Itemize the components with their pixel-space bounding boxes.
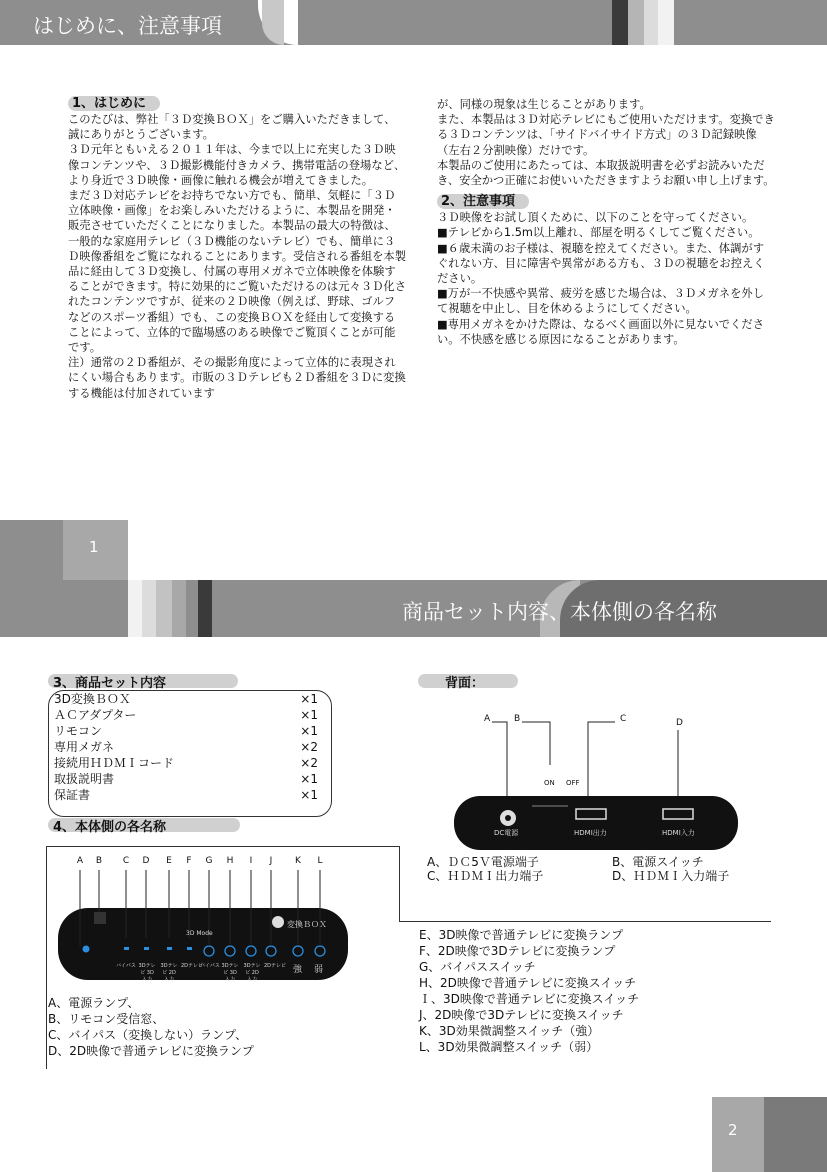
list-item: リモコン ×1: [54, 724, 318, 738]
front-letters: [0, 856, 400, 870]
paragraph: 注）通常の２Ｄ番組が、その撮影角度によって立体的に表現されにくい場合もあります。市販の３Ｄテレビも２Ｄ番組を３Ｄに変換する機能は付加されています: [68, 356, 406, 400]
header-stripe-2: [628, 0, 644, 45]
section2-pill: 2、注意事項: [437, 194, 529, 209]
front-letter-k: K: [295, 856, 301, 866]
left-column: [68, 92, 406, 401]
front-letter-c: C: [122, 856, 130, 866]
front-letter-d: D: [142, 856, 150, 866]
front-label: 2Dテレビ: [264, 963, 286, 969]
list-item: 保証書 ×1: [54, 788, 318, 802]
back-letter-a: A: [484, 714, 491, 724]
front-desc-g: G、バイパススイッチ: [419, 960, 536, 974]
back-letter-c: C: [620, 714, 627, 724]
leader-line-a: [492, 722, 507, 800]
front-letter-e: E: [166, 856, 172, 866]
lamp-f: [187, 947, 192, 950]
page2-number-box: [712, 1097, 764, 1172]
front-label: 3Dテレビ 3D入力: [221, 963, 239, 983]
front-label: 3Dテレビ 2D入力: [160, 963, 178, 983]
paragraph: また、本製品は３Ｄ対応テレビにもご使用いただけます。変換できる３Ｄコンテンツは、「サイドバイサイド方式」の３Ｄ記録映像（左右２分割映像）だけです。: [437, 113, 775, 157]
list-item: ＡＣアダプター ×1: [54, 708, 318, 722]
front-desc-i: Ｉ、3D映像で普通テレビに変換スイッチ: [419, 992, 640, 1006]
back-desc-c: C、ＨＤＭＩ出力端子: [427, 869, 544, 883]
back-descriptions: [427, 855, 767, 883]
paragraph: ■万が一不快感や異常、疲労を感じた場合は、３Ｄメガネを外して視聴を中止し、目を休めるようにしてください。: [437, 287, 764, 316]
front-letter-b: B: [95, 856, 103, 866]
right-column: [437, 97, 775, 347]
back-letter-b: B: [514, 714, 521, 724]
front-letter-f: F: [186, 856, 192, 866]
hdmi-in-label: HDMI入力: [662, 829, 695, 837]
page1-header-title: はじめに、注意事項: [33, 14, 222, 38]
p2-stripe-2: [142, 580, 156, 637]
front-label: 強: [293, 965, 303, 975]
lamp-c: [124, 947, 129, 950]
page2-header-title: 商品セット内容、本体側の各名称: [402, 600, 717, 624]
front-desc-l: L、3D効果微調整スイッチ（弱）: [419, 1040, 599, 1054]
section2-body: [437, 210, 775, 347]
front-desc-a: A、電源ランプ、: [48, 996, 140, 1010]
paragraph: まだ３Ｄ対応テレビをお持ちでない方でも、簡単、気軽に「３Ｄ立体映像・画像」をお楽しみいただけるように、本製品を開発・販売させていただくことになりました。本製品の最大の特徴は、一般的な家庭用テレビ（３Ｄ機能のないテレビ）でも、簡単に３Ｄ映像番組をご覧になれることにあります。受信される番組を本製品に経由して３Ｄ変換し、付属の専用メガネで立体映像を体験することができます。特に効果的にご覧いただけるのは元々３Ｄ化されたコンテンツですが、従来の２Ｄ映像（例えば、野球、ゴルフなどのスポーツ番組）でも、この変換ＢＯＸを経由して変換することによって、立体的で臨場感のある映像でご覧頂くことが可能です。: [68, 189, 407, 355]
switch-on-label: ON: [544, 779, 555, 787]
paragraph: ３Ｄ映像をお試し頂くために、以下のことを守ってください。: [437, 211, 754, 225]
section1-pill: 1、はじめに: [68, 96, 160, 111]
front-letter-i: I: [249, 856, 253, 866]
front-label: 2Dテレビ: [181, 963, 203, 969]
p2-stripe-5: [198, 580, 212, 637]
section1-body: [68, 112, 406, 401]
paragraph: ■専用メガネをかけた際は、なるべく画面以外に見ないでください。不快感を感じる原因になることがあります。: [437, 317, 764, 346]
front-letter-l: L: [317, 856, 323, 866]
lamp-e: [167, 947, 172, 950]
header-stripe-4: [658, 0, 674, 45]
p2-stripe-1: [128, 580, 142, 637]
header-stripe-3: [644, 0, 658, 45]
front-label: バイパス: [116, 963, 136, 969]
front-label: 弱: [314, 965, 324, 975]
front-letter-a: A: [76, 856, 84, 866]
paragraph: このたびは、弊社「３Ｄ変換ＢＯＸ」をご購入いただきまして、誠にありがとうございます。: [68, 113, 396, 142]
ir-window: [94, 912, 106, 924]
front-letter-h: H: [226, 856, 234, 866]
list-item: 取扱説明書 ×1: [54, 772, 318, 786]
hdmi-out-label: HDMI出力: [574, 829, 607, 837]
power-lamp: [83, 946, 90, 953]
dc-power-label: DC電源: [494, 829, 519, 837]
page2-number: 2: [728, 1121, 738, 1139]
paragraph: ３Ｄ元年ともいえる２０１１年は、今まで以上に充実した３Ｄ映像コンテンツや、３Ｄ撮影機能付きカメラ、携帯電話の登場など、より身近で３Ｄ映像・画像に触れる機会が増えてきました。: [68, 143, 406, 187]
header-stripe-1: [612, 0, 628, 45]
paragraph: ■６歳未満のお子様は、視聴を控えてください。また、体調がすぐれない方、目に障害や異常がある方も、３Ｄの視聴をお控えください。: [437, 241, 765, 286]
paragraph: が、同様の現象は生じることがあります。: [437, 98, 651, 111]
names-heading: 4、本体側の各名称: [53, 820, 167, 835]
back-desc-b: B、電源スイッチ: [612, 855, 704, 869]
back-heading: 背面：: [445, 676, 485, 691]
page1-number: 1: [89, 538, 99, 556]
page2-number-box-dark: [764, 1097, 827, 1172]
front-label: バイパス: [200, 963, 220, 969]
switch-off-label: OFF: [566, 779, 580, 787]
brand-logo: [272, 916, 284, 928]
paragraph: ■テレビから1.5m以上離れ、部屋を明るくしてご覧ください。: [437, 226, 760, 240]
front-diagram-frame-mid: [399, 921, 771, 922]
front-desc-e: E、3D映像で普通テレビに変換ランプ: [419, 928, 624, 942]
front-desc-d: D、2D映像で普通テレビに変換ランプ: [48, 1044, 254, 1058]
front-desc-j: J、2D映像で3Dテレビに変換スイッチ: [419, 1008, 624, 1022]
front-desc-h: H、2D映像で普通テレビに変換スイッチ: [419, 976, 637, 990]
front-letter-g: G: [205, 856, 213, 866]
dc-jack-center: [505, 815, 511, 821]
section2-heading: [437, 190, 529, 209]
list-item: 接続用ＨＤＭＩコード ×2: [54, 756, 318, 770]
back-panel-body: [454, 796, 738, 850]
front-desc-f: F、2D映像で3Dテレビに変換ランプ: [419, 944, 616, 958]
section1-continued: [437, 97, 775, 188]
set-heading: 3、商品セット内容: [53, 676, 167, 691]
section1-heading: [68, 92, 160, 111]
front-desc-c: C、バイパス（変換しない）ランプ、: [48, 1028, 248, 1042]
mode-label: 3D Mode: [186, 930, 213, 937]
front-bottom-labels: [0, 962, 400, 983]
back-desc-a: A、ＤＣ5Ｖ電源端子: [427, 855, 539, 869]
brand-label: 変換ＢＯＸ: [287, 920, 327, 929]
front-desc-right: [419, 927, 639, 1055]
back-desc-d: D、ＨＤＭＩ入力端子: [612, 869, 730, 883]
back-letter-d: D: [676, 718, 683, 728]
front-label: 3Dテレビ 2D入力: [243, 963, 261, 983]
leader-line-b: [522, 722, 550, 765]
front-desc-b: B、リモコン受信窓、: [48, 1012, 165, 1026]
set-list: [54, 691, 318, 803]
front-letter-j: J: [269, 856, 273, 866]
list-item: 3D変換ＢＯＸ ×1: [54, 692, 318, 706]
front-desc-left: [48, 995, 254, 1059]
front-desc-k: K、3D効果微調整スイッチ（強）: [419, 1024, 600, 1038]
list-item: 専用メガネ ×2: [54, 740, 318, 754]
paragraph: 本製品のご使用にあたっては、本取扱説明書を必ずお読みいただき、安全かつ正確にお使いいただきますようお願い申し上げます。: [437, 158, 775, 188]
p2-stripe-4: [172, 580, 186, 637]
front-label: 3Dテレビ 3D入力: [138, 963, 156, 983]
lamp-d: [144, 947, 149, 950]
p2-stripe-3: [156, 580, 172, 637]
